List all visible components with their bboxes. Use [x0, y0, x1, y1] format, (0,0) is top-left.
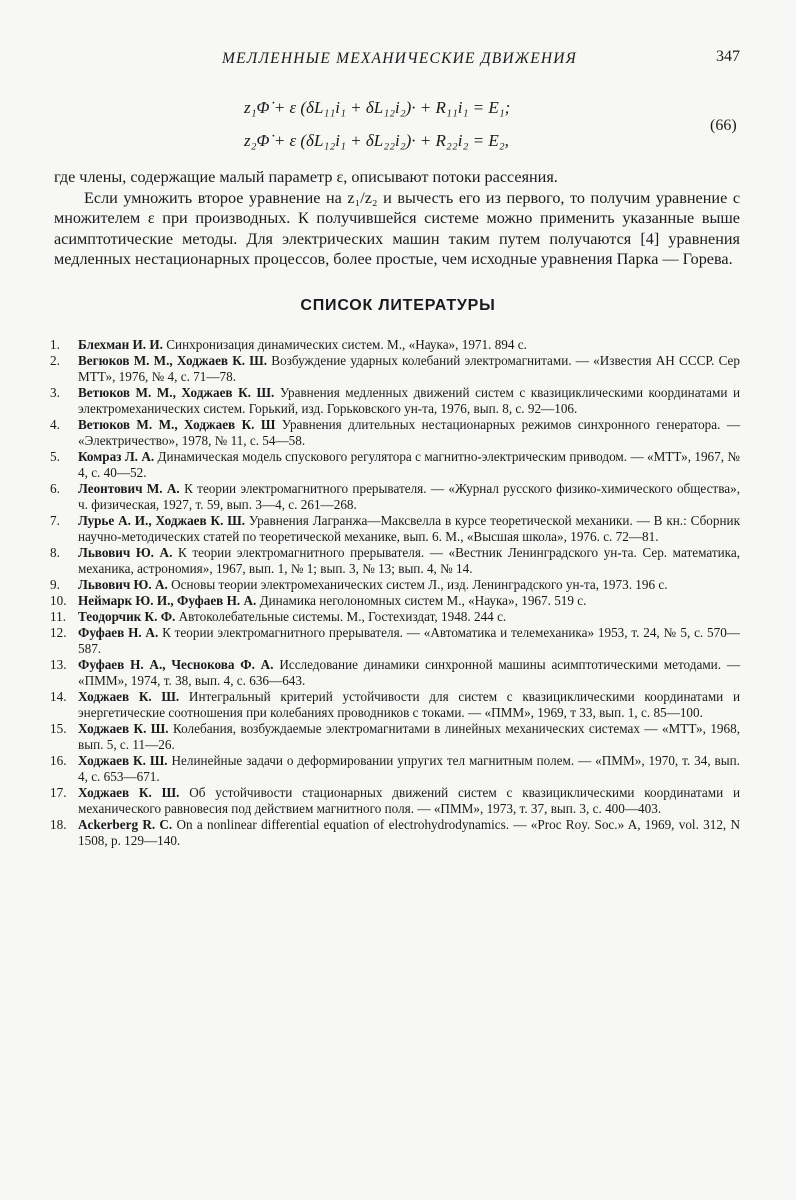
- equation-line-1: z₁Φ̇ + ε (δL₁₁i₁ + δL₁₂i₂)· + R₁₁i₁ = E₁;: [244, 98, 511, 117]
- reference-text: Синхронизация динамических систем. М., «Наука», 1971. 894 с.: [166, 337, 527, 352]
- reference-item: [50, 785, 740, 817]
- reference-authors: Ackerberg R. C.: [78, 817, 173, 832]
- running-head: МЕЛЛЕННЫЕ МЕХАНИЧЕСКИЕ ДВИЖЕНИЯ: [222, 50, 578, 67]
- page-number: 347: [716, 48, 740, 65]
- reference-authors: Ходжаев К. Ш.: [78, 753, 168, 768]
- paragraph-2: Если умножить второе уравнение на z₁/z₂ и вычесть его из первого, то получим уравнение с множителем ε при производных. К получившейся системе можно применить указанные выше асимптотические методы. Для электрических машин таким путем получаются [4] уравнения медленных нестационарных процессов, более простые, чем исходные уравнения Парка — Горева.: [54, 188, 740, 269]
- reference-number: 3.: [50, 385, 60, 400]
- reference-authors: Леонтович М. А.: [78, 481, 180, 496]
- reference-text: К теории электромагнитного прерывателя. — «Вестник Ленинградского ун-та. Сер. математика, механика, астрономия», 1967, вып. 1, № 1; вып. 3, № 13; вып. 4, № 14.: [78, 545, 741, 576]
- reference-number: 16.: [50, 753, 67, 768]
- reference-item: [50, 753, 740, 785]
- reference-item: [50, 689, 740, 721]
- reference-authors: Ходжаев К. Ш.: [78, 689, 180, 704]
- reference-number: 12.: [50, 625, 67, 640]
- reference-item: [50, 417, 740, 449]
- reference-authors: Комраз Л. А.: [78, 449, 155, 464]
- reference-text: Динамическая модель спускового регулятора с магнитно-электрическим приводом. — «МТТ», 1967, № 4, с. 40—52.: [78, 449, 740, 480]
- reference-text: Нелинейные задачи о деформировании упругих тел магнитным полем. — «ПММ», 1970, т. 34, вып. 4, с. 653—671.: [78, 753, 740, 784]
- reference-text: On a nonlinear differential equation of electrohydrodynamics. — «Proc Roy. Soc.» A, 1969, vol. 312, N 1508, p. 129—140.: [78, 817, 741, 848]
- reference-authors: Львович Ю. А.: [78, 577, 168, 592]
- reference-item: [50, 513, 740, 545]
- reference-number: 13.: [50, 657, 67, 672]
- reference-number: 18.: [50, 817, 67, 832]
- reference-authors: Лурье А. И., Ходжаев К. Ш.: [78, 513, 246, 528]
- reference-number: 1.: [50, 337, 60, 352]
- reference-item: [50, 593, 740, 609]
- reference-item: [50, 609, 740, 625]
- reference-text: К теории электромагнитного прерывателя. — «Журнал русского физико-химического общества», ч. физическая, 1927, т. 59, вып. 3—4, с. 261—268.: [78, 481, 740, 512]
- reference-text: Уравнения медленных движений систем с квазициклическими координатами и электромеханических систем. Горький, изд. Горьковского ун-та, 1976, вып. 8, с. 92—106.: [78, 385, 741, 416]
- reference-authors: Неймарк Ю. И., Фуфаев Н. А.: [78, 593, 257, 608]
- reference-text: К теории электромагнитного прерывателя. — «Автоматика и телемеханика» 1953, т. 24, № 5, с. 570—587.: [78, 625, 740, 656]
- body-text: [54, 167, 740, 270]
- reference-item: [50, 449, 740, 481]
- reference-item: [50, 577, 740, 593]
- equation-number: (66): [710, 117, 737, 134]
- reference-number: 9.: [50, 577, 60, 592]
- reference-item: [50, 353, 740, 385]
- reference-number: 5.: [50, 449, 60, 464]
- reference-item: [50, 481, 740, 513]
- reference-authors: Ветюков М. М., Ходжаев К. Ш: [78, 417, 276, 432]
- reference-text: Автоколебательные системы. М., Гостехиздат, 1948. 244 с.: [178, 609, 507, 624]
- reference-text: Колебания, возбуждаемые электромагнитами в линейных механических системах — «МТТ», 1968, вып. 5, с. 11—26.: [78, 721, 740, 752]
- reference-item: [50, 657, 740, 689]
- reference-item: [50, 817, 740, 849]
- bibliography-list: [50, 337, 740, 849]
- reference-authors: Блехман И. И.: [78, 337, 163, 352]
- reference-authors: Ветюков М. М., Ходжаев К. Ш.: [78, 385, 275, 400]
- reference-authors: Ходжаев К. Ш.: [78, 785, 180, 800]
- reference-number: 11.: [50, 609, 66, 624]
- reference-number: 10.: [50, 593, 67, 608]
- reference-authors: Вегюков М. М., Ходжаев К. Ш.: [78, 353, 268, 368]
- reference-text: Возбуждение ударных колебаний электромагнитами. — «Известия АН СССР. Сер МТТ», 1976, № 4, с. 71—78.: [78, 353, 740, 384]
- reference-number: 2.: [50, 353, 60, 368]
- reference-item: [50, 721, 740, 753]
- reference-text: Уравнения длительных нестационарных режимов синхронного генератора. — «Электричество», 1978, № 11, с. 54—58.: [78, 417, 741, 448]
- reference-item: [50, 625, 740, 657]
- reference-number: 14.: [50, 689, 67, 704]
- reference-authors: Фуфаев Н. А.: [78, 625, 159, 640]
- reference-text: Динамика неголономных систем М., «Наука», 1967. 519 с.: [259, 593, 587, 608]
- reference-number: 15.: [50, 721, 67, 736]
- reference-number: 17.: [50, 785, 67, 800]
- reference-number: 6.: [50, 481, 60, 496]
- reference-item: [50, 337, 740, 353]
- reference-text: Исследование динамики синхронной машины асимптотическими методами. — «ПММ», 1974, т. 38, вып. 4, с. 636—643.: [78, 657, 741, 688]
- reference-authors: Ходжаев К. Ш.: [78, 721, 169, 736]
- paragraph-1: где члены, содержащие малый параметр ε, описывают потоки рассеяния.: [54, 168, 558, 186]
- reference-number: 8.: [50, 545, 60, 560]
- bibliography-title: СПИСОК ЛИТЕРАТУРЫ: [300, 297, 496, 314]
- reference-item: [50, 545, 740, 577]
- reference-text: Интегральный критерий устойчивости для систем с квазициклическими координатами и энергетические соотношения при колебаниях проводников с токами. — «ПММ», 1969, т 33, вып. 1, с. 85—100.: [78, 689, 740, 720]
- reference-text: Уравнения Лагранжа—Максвелла в курсе теоретической механики. — В кн.: Сборник научно-методических статей по теоретической механике, вып. 6. М., «Высшая школа», 1976. с. 72—81.: [78, 513, 741, 544]
- reference-authors: Теодорчик К. Ф.: [78, 609, 176, 624]
- reference-number: 4.: [50, 417, 60, 432]
- reference-authors: Львович Ю. А.: [78, 545, 173, 560]
- reference-item: [50, 385, 740, 417]
- reference-number: 7.: [50, 513, 60, 528]
- reference-authors: Фуфаев Н. А., Чеснокова Ф. А.: [78, 657, 274, 672]
- equation-line-2: z₂Φ̇ + ε (δL₁₂i₁ + δL₂₂i₂)· + R₂₂i₂ = E₂,: [244, 131, 509, 150]
- reference-text: Об устойчивости стационарных движений систем с квазициклическими координатами и механического равновесия под действием магнитного поля. — «ПММ», 1973, т. 37, вып. 3, с. 400—403.: [78, 785, 740, 816]
- reference-text: Основы теории электромеханических систем Л., изд. Ленинградского ун-та, 1973. 196 с.: [171, 577, 668, 592]
